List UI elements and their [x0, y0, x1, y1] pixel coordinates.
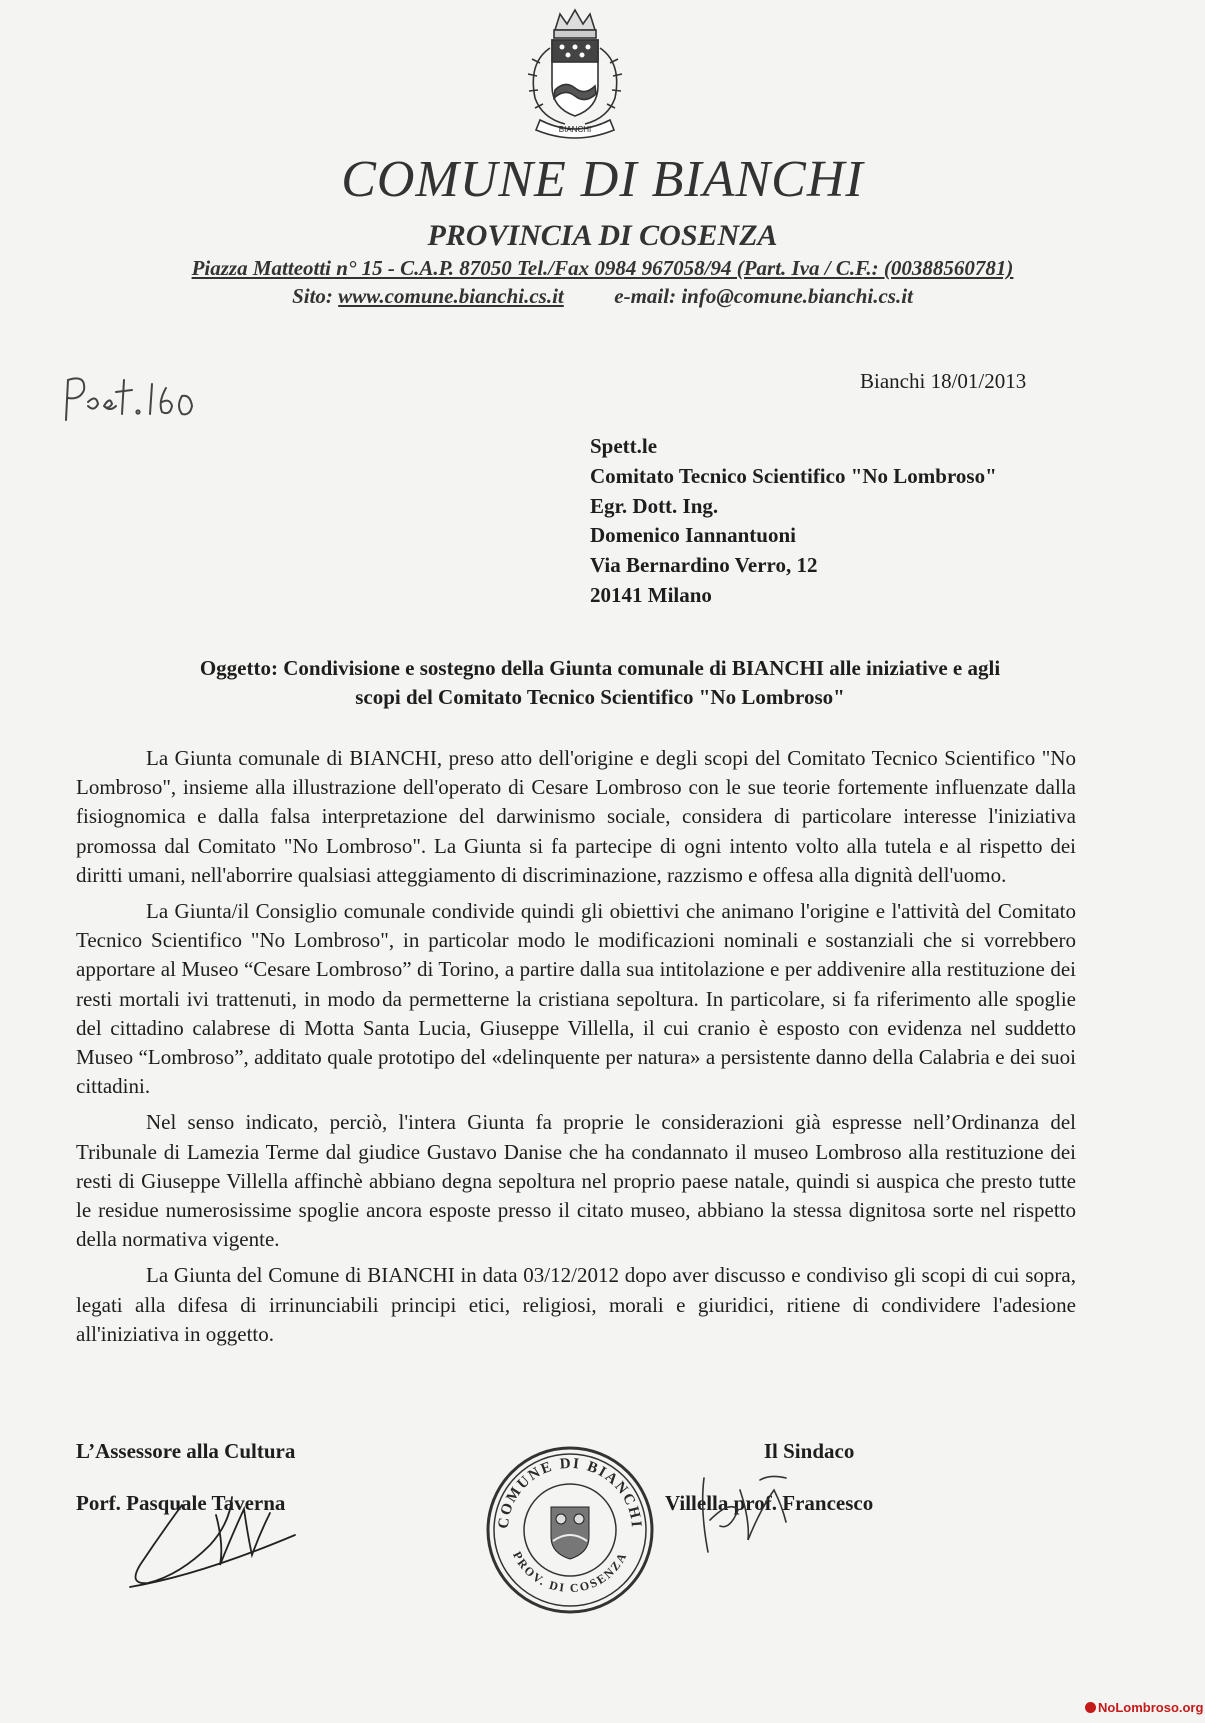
subject-label: Oggetto [199, 656, 271, 680]
municipality-title: COMUNE DI BIANCHI [341, 151, 864, 208]
municipal-crest-emblem [510, 8, 640, 143]
letter-body [76, 744, 1076, 1356]
subject-line-2: scopi del Comitato Tecnico Scientifico "No Lombroso" [355, 685, 845, 709]
recipient-line: 20141 Milano [590, 582, 712, 607]
body-paragraph: La Giunta/il Consiglio comunale condivide quindi gli obiettivi che animano l'origine e l'attività del Comitato Tecnico Scientifico "No Lombroso", in particolar modo le modificazioni nominali e sostanziali che si vorrebbero apportare al Museo “Cesare Lombroso” di Torino, a partire dalla sua intitolazione e per addivenire alla restituzione dei resti mortali ivi trattenuti, in modo da permetterne la cristiana sepoltura. In particolare, si fa riferimento alle spoglie del cittadino calabrese di Motta Santa Lucia, Giuseppe Villella, il cui cranio è esposto con evidenza nel suddetto Museo “Lombroso”, additato quale prototipo del «delinquente per natura» a persistente danno della Calabria e dei suoi cittadini. [76, 899, 1076, 1099]
address-line: Piazza Matteotti n° 15 - C.A.P. 87050 Tel./Fax 0984 967058/94 (Part. Iva / C.F.: (00388560781) [191, 256, 1014, 280]
recipient-line: Spett.le [590, 434, 658, 458]
recipient-line: Via Bernardino Verro, 12 [590, 553, 818, 578]
recipient-line: Egr. Dott. Ing. [590, 493, 719, 518]
handwritten-protocol-note [58, 372, 248, 432]
site-watermark [1085, 1700, 1203, 1715]
contact-line [0, 284, 1205, 309]
sindaco-role: Il Sindaco [763, 1439, 855, 1463]
email-address[interactable]: e-mail: info@comune.bianchi.cs.it [614, 284, 913, 308]
sindaco-name: Villella prof. Francesco [665, 1491, 874, 1515]
province-name: PROVINCIA DI COSENZA [427, 219, 778, 252]
body-paragraph: La Giunta comunale di BIANCHI, preso atto dell'origine e degli scopi del Comitato Tecnico Scientifico "No Lombroso", insieme alla illustrazione dell'operato di Cesare Lombroso con le sue teorie fortemente influenzate dalla fisiognomica e dalla falsa interpretazione del darwinismo sociale, considera di particolare interesse l'iniziativa promossa dal Comitato "No Lombroso". La Giunta si fa partecipe di ogni intento volto alla tutela e al rispetto dei diritti umani, nell'aborrire qualsiasi atteggiamento di discriminazione, razzismo e offesa alla dignità dell'uomo. [76, 746, 1076, 887]
letter-date: Bianchi 18/01/2013 [860, 369, 1027, 393]
website-link[interactable]: www.comune.bianchi.cs.it [338, 284, 564, 308]
assessore-name: Porf. Pasquale Taverna [76, 1491, 286, 1515]
watermark-logo-icon [1085, 1702, 1096, 1713]
body-paragraph: Nel senso indicato, perciò, l'intera Giunta fa proprie le considerazioni già espresse nell’Ordinanza del Tribunale di Lamezia Terme dal giudice Gustavo Danise che ha condannato il museo Lombroso alla restituzione dei resti di Giuseppe Villella affinchè abbiano degna sepoltura nel proprio paese natale, quindi si auspica che presto tutte le residue numerosissime spoglie ancora esposte presso il citato museo, abbiano la stessa dignitosa sorte nel rispetto della normativa vigente. [76, 1110, 1076, 1252]
subject-block: Oggetto: Condivisione e sostegno della Giunta comunale di BIANCHI alle iniziative e agli scopi del Comitato Tecnico Scientifico "No Lombroso" [90, 654, 1110, 712]
assessore-handwritten-signature [120, 1475, 305, 1595]
body-paragraph: La Giunta del Comune di BIANCHI in data 03/12/2012 dopo aver discusso e condiviso gli scopi di cui sopra, legati alla difesa di irrinunciabili principi etici, religiosi, morali e giuridici, ritiene di condividere l'adesione all'iniziativa in oggetto. [76, 1263, 1076, 1346]
assessore-role: L’Assessore alla Cultura [76, 1439, 296, 1463]
site-label: Sito: [292, 284, 333, 308]
watermark-text: NoLombroso.org [1098, 1700, 1204, 1715]
recipient-line: Domenico Iannantuoni [590, 523, 796, 548]
stamp-outer-text: COMUNE DI BIANCHI [495, 1455, 645, 1530]
stamp-inner-text: PROV. DI COSENZA [510, 1549, 630, 1596]
subject-line-1: Condivisione e sostegno della Giunta comunale di BIANCHI alle iniziative e agli [283, 656, 1001, 680]
mayor-handwritten-signature [690, 1470, 800, 1560]
recipient-block [590, 432, 997, 611]
recipient-line: Comitato Tecnico Scientifico "No Lombroso" [590, 463, 997, 488]
crest-banner-text: BIANCHI [558, 125, 592, 134]
official-stamp [485, 1445, 655, 1615]
